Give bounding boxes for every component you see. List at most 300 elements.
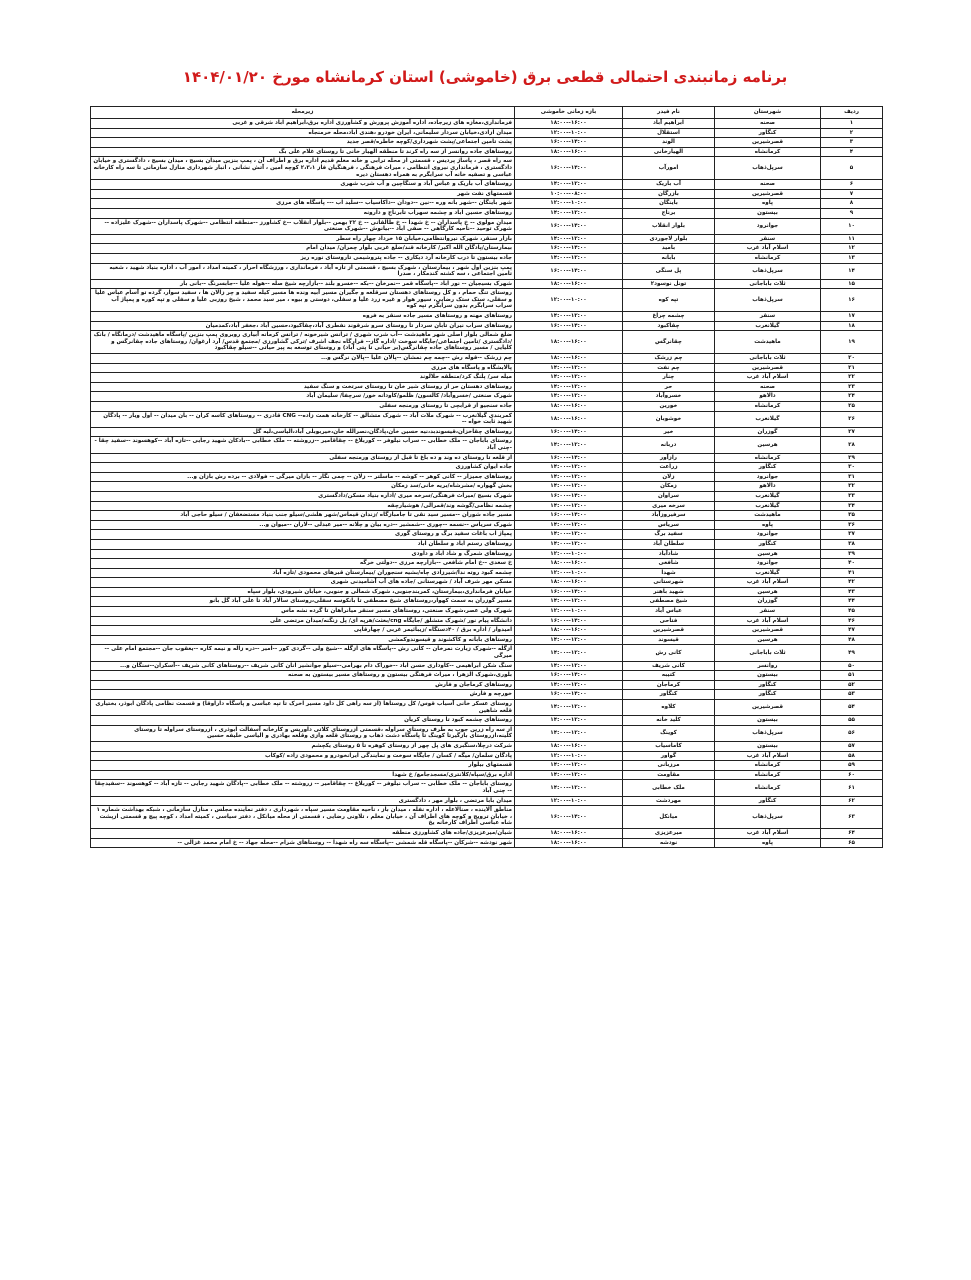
city-cell: کرمانشاه — [715, 780, 821, 796]
feeder-cell: شهرستانی — [623, 578, 715, 588]
table-row — [91, 549, 883, 559]
time-window-cell: ۱۶:۰۰--۱۴:۰۰ — [515, 263, 623, 279]
area-cell: بخش گهواره /مشرشاه/بریه خانی/سد زمکان — [91, 482, 515, 492]
area-cell: روستاهای بابانه و کاکشوند و قیسوندوکمشی — [91, 635, 515, 645]
row-number: ۶ — [821, 180, 883, 190]
feeder-cell: بازرگان — [623, 189, 715, 199]
row-number: ۲۰ — [821, 354, 883, 364]
row-number: ۳۰ — [821, 463, 883, 473]
table-row — [91, 354, 883, 364]
table-row — [91, 263, 883, 279]
time-window-cell: ۱۶:۰۰--۱۴:۰۰ — [515, 157, 623, 180]
header-row-number: ردیف — [821, 107, 883, 119]
city-cell: کرمانشاه — [715, 253, 821, 263]
feeder-cell: قصرشیرین — [623, 626, 715, 636]
city-cell: کنگاور — [715, 463, 821, 473]
area-cell: چشمه کبود روته ندا/شیرزادی چاه/بشیه سنجوران /بیمارستان قبرهای محمودی /تازه آباد — [91, 568, 515, 578]
header-area: زیرمحله — [91, 107, 515, 119]
table-row — [91, 392, 883, 402]
row-number: ۴۴ — [821, 597, 883, 607]
area-cell: روستای عسکر خانی آسیاب قوس/ کل روستاها (از سه راهی کل داود مسیر اخرک تا تپه عباسی و پاسگاه داراوقا) و قسمت نظامی پادگان ابوذر، بختیاری قلعه شاهین — [91, 700, 515, 716]
area-cell: روستای باباجان -- ملک خطابی -- سراب نیلوفر -- کوربلاغ -- چقاقامیر -- زروشته -- ملک خطابی --پادگان شهید رجایی -- تازه آباد -- کوهسوند --سفیدچقا -- چنی آباد — [91, 780, 515, 796]
row-number: ۱۰ — [821, 218, 883, 234]
area-cell: شرکت درچلا،سنگبری های پل چهر از روستای کوهره تا ۵ روستای یکچشم — [91, 741, 515, 751]
row-number: ۶۵ — [821, 838, 883, 848]
area-cell: شهرک ولی عصر،شهرک صنعتی، روستاهای مسیر سنقر میانراهان تا گرده نشه ماس — [91, 607, 515, 617]
city-cell: جوانرود — [715, 472, 821, 482]
feeder-cell: سرفیروزآباد — [623, 511, 715, 521]
time-window-cell: ۱۲:۰۰--۱۰:۰۰ — [515, 796, 623, 806]
table-row — [91, 607, 883, 617]
row-number: ۳ — [821, 138, 883, 148]
feeder-cell: نودشه — [623, 838, 715, 848]
table-row — [91, 838, 883, 848]
document-page — [60, 48, 910, 1232]
table-row — [91, 411, 883, 427]
area-cell: پمپ بنزین اول شهر ، بیمارستان ، شهرک بسیج ، قسمتی از تازه آباد ، فرمانداری ، ورزشگاه احرار ، کمیته امداد ، امور آب ، اداره بنیاد شهید ، شعبه تامین اجتماعی ، سه کشته کندمکار ، صدرا — [91, 263, 515, 279]
time-window-cell: ۱۴:۰۰--۱۲:۰۰ — [515, 180, 623, 190]
time-window-cell: ۱۴:۰۰--۱۲:۰۰ — [515, 373, 623, 383]
time-window-cell: ۱۸:۰۰--۱۶:۰۰ — [515, 402, 623, 412]
area-cell: ازگله --شهرک زیارت نمرخان -- کانی رش --پاسگاه های ازگله --شیخ ولی --گردی کور --امیر --دره زاله و نیمه کاره --یعقوب جان --مجتمع امام علی --میرگی — [91, 645, 515, 661]
city-cell: کرمانشاه — [715, 402, 821, 412]
city-cell: هرسین — [715, 587, 821, 597]
city-cell: قصرشیرین — [715, 363, 821, 373]
row-number: ۶۲ — [821, 796, 883, 806]
table-row — [91, 244, 883, 254]
time-window-cell: ۱۲:۰۰--۱۰:۰۰ — [515, 128, 623, 138]
area-cell: شهر باینگان --شهر بانه وره --نین --دودان --داکاسیاب --سلید اب --- پاسگاه های مرزی — [91, 199, 515, 209]
area-cell: سه راه قصر ، پاساژ پردیس ، قسمتی از محله ترابی و خانه معلم قدیم اداره برق و اطراف آن ، پمپ بنزین میدان بسیج ، میدان بسیج ، دادگستری و خیابان دادگستری ، فرمانداری نیروی انتظامی ، میراث فرهنگی ، فرهنگیان فاز ۲،۳،۱ کوچه امین ، آتش نشانی ، انبار شهرداری منازل سازمانی تا سه راه کارخانه عباسی و تصفیه خانه آب سرابگرم به همراه دهستان دیره — [91, 157, 515, 180]
feeder-cell: میانکل — [623, 806, 715, 829]
table-row — [91, 568, 883, 578]
time-window-cell: ۱۶:۰۰--۱۴:۰۰ — [515, 244, 623, 254]
time-window-cell: ۱۴:۰۰--۱۲:۰۰ — [515, 501, 623, 511]
row-number: ۳۵ — [821, 511, 883, 521]
time-window-cell: ۱۰:۰۰--۰۸:۰۰ — [515, 189, 623, 199]
table-body — [91, 119, 883, 848]
table-row — [91, 520, 883, 530]
row-number: ۱۳ — [821, 253, 883, 263]
area-cell: چشمه نظامی/گوشه وند/قمرالی/ هوشیارچقه — [91, 501, 515, 511]
row-number: ۱۶ — [821, 289, 883, 312]
area-cell: مناطق آلاینده ، صنالاعله ، اداره نفله ، میدان باز ، ناحیه مقاومت مسیر سپاه ، شهرداری ، دفتر نماینده مجلس ، منازل سازمانی ، شبکه بهداشت شماره ۱ ، خیابان ترویج و کوچه های اطراف آن ، خیابان معلم ، تلاونی رضایی ، قسمتی از محله میانکل ، دفتر سیاسی ، کمیته امداد ، کوچه پیچ و قسمتی ازپشت شاه عباسی اطراف کارخانه یخ — [91, 806, 515, 829]
area-cell: روستاهای حسین اباد و چشمه سهراب تابرناج و دارونه — [91, 208, 515, 218]
area-cell: بلوری،شهرک الزهرا ، میراث فرهنگی بیستون و روستاهای مسیر بیستون به صحنه — [91, 671, 515, 681]
city-cell: کرمانشاه — [715, 761, 821, 771]
table-row — [91, 119, 883, 129]
row-number: ۴۶ — [821, 616, 883, 626]
time-window-cell: ۱۶:۰۰--۱۴:۰۰ — [515, 427, 623, 437]
time-window-cell: ۱۲:۰۰--۱۰:۰۰ — [515, 549, 623, 559]
time-window-cell: ۱۴:۰۰--۱۲:۰۰ — [515, 208, 623, 218]
city-cell: ماهیدشت — [715, 511, 821, 521]
row-number: ۵ — [821, 157, 883, 180]
city-cell: کنگاور — [715, 796, 821, 806]
row-number: ۵۴ — [821, 700, 883, 716]
city-cell: پاوه — [715, 838, 821, 848]
table-row — [91, 199, 883, 209]
city-cell: اسلام آباد غرب — [715, 751, 821, 761]
area-cell: دانشگاه پیام نور /شهرک متشلق /جایگاه cng/بعثت/هرپه ای/ پل زنگنه/میدان مرتضی علی — [91, 616, 515, 626]
area-cell: روستاهای دهستان حر از روستای شیر خان تا روستای سرتخت و سنگ سفید — [91, 382, 515, 392]
row-number: ۹ — [821, 208, 883, 218]
feeder-cell: کانی شریف — [623, 661, 715, 671]
row-number: ۴۳ — [821, 587, 883, 597]
city-cell: گیلانغرب — [715, 491, 821, 501]
feeder-cell: زمکان — [623, 482, 715, 492]
city-cell: سنقر — [715, 607, 821, 617]
row-number: ۱۱ — [821, 234, 883, 244]
row-number: ۱۵ — [821, 279, 883, 289]
time-window-cell: ۱۸:۰۰--۱۶:۰۰ — [515, 411, 623, 427]
table-row — [91, 147, 883, 157]
feeder-cell: بابانه — [623, 253, 715, 263]
feeder-cell: خسروآباد — [623, 392, 715, 402]
feeder-cell: الوند — [623, 138, 715, 148]
row-number: ۳۳ — [821, 491, 883, 501]
time-window-cell: ۱۶:۰۰--۱۴:۰۰ — [515, 690, 623, 700]
city-cell: سنقر — [715, 234, 821, 244]
feeder-cell: کانی رش — [623, 645, 715, 661]
feeder-cell: چم نفت — [623, 363, 715, 373]
area-cell: خ سعدی --خ امام شافعی --بازارچه مرزی --دولتی خرگه — [91, 559, 515, 569]
feeder-cell: سلطان آباد — [623, 539, 715, 549]
row-number: ۱۲ — [821, 244, 883, 254]
time-window-cell: ۱۴:۰۰--۱۲:۰۰ — [515, 680, 623, 690]
feeder-cell: بلوار لاجوردی — [623, 234, 715, 244]
feeder-cell: رازآور — [623, 453, 715, 463]
area-cell: جاده ایوان کشاورزی — [91, 463, 515, 473]
time-window-cell: ۱۴:۰۰--۱۲:۰۰ — [515, 437, 623, 453]
area-cell: امیدوار / اداره برق / ۴۰دستگاه /زیبائیمر غربی / چهارقاپی — [91, 626, 515, 636]
city-cell: هرسین — [715, 549, 821, 559]
feeder-cell: فتاحی — [623, 616, 715, 626]
table-row — [91, 671, 883, 681]
time-window-cell: ۱۸:۰۰--۱۶:۰۰ — [515, 331, 623, 354]
feeder-cell: پل سنگی — [623, 263, 715, 279]
row-number: ۲۹ — [821, 453, 883, 463]
table-row — [91, 761, 883, 771]
city-cell: قصرشیرین — [715, 189, 821, 199]
row-number: ۱۹ — [821, 331, 883, 354]
feeder-cell: آب باریک — [623, 180, 715, 190]
table-row — [91, 382, 883, 392]
row-number: ۶۴ — [821, 828, 883, 838]
time-window-cell: ۱۴:۰۰--۱۲:۰۰ — [515, 716, 623, 726]
row-number: ۴۹ — [821, 645, 883, 661]
city-cell: سرپل‌ذهاب — [715, 289, 821, 312]
table-row — [91, 661, 883, 671]
time-window-cell: ۱۶:۰۰--۱۴:۰۰ — [515, 453, 623, 463]
area-cell: میدان ازادی،خیابان سردار سلیمانی، ایران خودرو ،هندی اباد،محله خرمنجاه — [91, 128, 515, 138]
area-cell: قسمتهای بیلوار — [91, 761, 515, 771]
area-cell: میدان مولوی -- خ پاسداران -- خ شهدا -- خ طالقانی -- خ ۲۲ بهمن --بلوار انقلاب --خ کشاورز --منطقه انتظامی --شهرک پاسداران --شهرک علیزاده --شهرک توحید --ناحیه کارگاهی -- صفی اباد --بیانوش --شهرک صنعتی — [91, 218, 515, 234]
feeder-cell: کرماجان — [623, 680, 715, 690]
area-cell: روستای تنگ حمام ، و کل روستاهای دهستان سرقلعه و جگیران مسیر آبیه ونده ها مسیر کیله سفید و چر زالان ها ، سفید سوار، گرده تو آسام عباس علیا و سفلی، ستک ستک رضایی، سیور هوار و غیره زرد علیا و سفلی، دوستی و بیوه ، میر سید محمد ، شیخ روزبی علیا و سفلی و تپه کوره و پمپاژ آب سراب سرابگرم بدون سرابگرم تپه کوه — [91, 289, 515, 312]
feeder-cell: تونل نوسود۲ — [623, 279, 715, 289]
table-row — [91, 559, 883, 569]
table-row — [91, 725, 883, 741]
area-cell: روستای باباجان -- ملک خطابی -- سراب نیلوفر -- کوربلاغ -- چقاقامیر --زروشته -- ملک خطابی --بادکان شهید رجایی --تازه آباد --کوهسوند --سفید چقا --چنی آباد — [91, 437, 515, 453]
feeder-cell: حر — [623, 382, 715, 392]
time-window-cell: ۱۴:۰۰--۱۲:۰۰ — [515, 635, 623, 645]
row-number: ۷ — [821, 189, 883, 199]
row-number: ۶۳ — [821, 806, 883, 829]
area-cell: روستاهای چشمه کبود تا روستای کریان — [91, 716, 515, 726]
table-row — [91, 645, 883, 661]
city-cell: گیلانغرب — [715, 411, 821, 427]
area-cell: اداره برق/سپاه/کلانتری/مسجدجامع/ خ شهدا — [91, 770, 515, 780]
feeder-cell: استقلال — [623, 128, 715, 138]
table-row — [91, 321, 883, 331]
city-cell: ثلاث باباجانی — [715, 354, 821, 364]
row-number: ۵۰ — [821, 661, 883, 671]
table-row — [91, 138, 883, 148]
area-cell: بیمارستان/پادگان الله اکبر/ کارخانه قند/ضلع غربی بلوار چمران/ میدان امام — [91, 244, 515, 254]
row-number: ۵۱ — [821, 671, 883, 681]
city-cell: کنگاور — [715, 539, 821, 549]
city-cell: پاوه — [715, 520, 821, 530]
city-cell: پاوه — [715, 199, 821, 209]
table-row — [91, 511, 883, 521]
time-window-cell: ۱۴:۰۰--۱۲:۰۰ — [515, 761, 623, 771]
time-window-cell: ۱۴:۰۰--۱۲:۰۰ — [515, 463, 623, 473]
area-cell: ضلع شمالی بلوار اصلی شهر ماهیدشت --آب شرب شهری / ترانس شیرخونه / ترانس کرمانه آبیاری روبروی پمپ بنزین /پاسگاه ماهیدشت /درمانگاه / بانک /دادگستری /تامین اجتماعی/جایگاه سوخت /اداره گاز-- فرارگاه نجف اشرف /ترکی گشاورزی /مجتمع قدس/ آرد ارغوان/ روستاهای جاده چقانرگس و کلیایی / مسیر روستاهای جاده چقانرگس(بر حیانی تا پتی آباد) و روستای توسعه به پیر حیاتی --سیلو چقاکبود — [91, 331, 515, 354]
feeder-cell: چم زرشک — [623, 354, 715, 364]
row-number: ۳۴ — [821, 501, 883, 511]
feeder-cell: کلید خانه — [623, 716, 715, 726]
time-window-cell: ۱۶:۰۰--۱۴:۰۰ — [515, 491, 623, 501]
time-window-cell: ۱۴:۰۰--۱۲:۰۰ — [515, 725, 623, 741]
row-number: ۲۴ — [821, 392, 883, 402]
feeder-cell: بامید — [623, 244, 715, 254]
table-row — [91, 472, 883, 482]
area-cell: قسمتهای نفت شهر — [91, 189, 515, 199]
time-window-cell: ۱۶:۰۰--۱۴:۰۰ — [515, 616, 623, 626]
area-cell: روستاهای چقاخزان،قیسوندبد،نیه حسین خان،پادگان،نصرالله خان،خیربوبلی آباد،الیاسی،لیه گل — [91, 427, 515, 437]
area-cell: روستاهای سراب نیران تابان سردار تا روستای سرو شرقوند نفطری آباد،چقاکبود،حسین آباد ،جعفر آباد،کمدمیان — [91, 321, 515, 331]
feeder-cell: برناج — [623, 208, 715, 218]
area-cell: پمپاژ اب باغات سفید برگ و روستای گوری — [91, 530, 515, 540]
table-row — [91, 427, 883, 437]
feeder-cell: چقانرگس — [623, 331, 715, 354]
city-cell: اسلام آباد غرب — [715, 616, 821, 626]
row-number: ۴۸ — [821, 635, 883, 645]
schedule-table — [90, 106, 883, 848]
area-cell: شهرک بسیج /میراث فرهنگی/سرخه میری /اداره بنیاد مسکن/دادگستری — [91, 491, 515, 501]
feeder-cell: ابراهیم آباد — [623, 119, 715, 129]
area-cell: روستاهای رستم اباد و سلطان اباد — [91, 539, 515, 549]
city-cell: هرسین — [715, 635, 821, 645]
row-number: ۱۷ — [821, 312, 883, 322]
feeder-cell: چنار — [623, 373, 715, 383]
area-cell: مسیر گوزران به سمت کهوار،روستاهای شیخ مصطفی تا بانکوسه سفلی،روستای سالار آباد تا علی آباد گل بانو — [91, 597, 515, 607]
table-row — [91, 157, 883, 180]
row-number: ۴۵ — [821, 607, 883, 617]
feeder-cell: امورآب — [623, 157, 715, 180]
city-cell: گیلانغرب — [715, 321, 821, 331]
row-number: ۳۷ — [821, 530, 883, 540]
time-window-cell: ۱۲:۰۰--۱۰:۰۰ — [515, 751, 623, 761]
city-cell: اسلام آباد غرب — [715, 578, 821, 588]
city-cell: هرسین — [715, 437, 821, 453]
table-row — [91, 331, 883, 354]
row-number: ۴۲ — [821, 578, 883, 588]
area-cell: فرمانداری،مغازه های زیرجاده، اداره آموزش پرورش و کشاورزی اداره برق،ابراهیم اباد شرقی و غربی — [91, 119, 515, 129]
area-cell: میدان بابا مرتضی ، بلوار مهر ، دادگستری — [91, 796, 515, 806]
feeder-cell: کنگاور — [623, 690, 715, 700]
time-window-cell: ۱۴:۰۰--۱۲:۰۰ — [515, 234, 623, 244]
feeder-cell: شیخ مصطفی — [623, 597, 715, 607]
row-number: ۵۷ — [821, 741, 883, 751]
table-row — [91, 501, 883, 511]
row-number: ۴۱ — [821, 568, 883, 578]
city-cell: صحنه — [715, 180, 821, 190]
time-window-cell: ۱۴:۰۰--۱۲:۰۰ — [515, 530, 623, 540]
row-number: ۲۸ — [821, 437, 883, 453]
table-row — [91, 253, 883, 263]
time-window-cell: ۱۸:۰۰--۱۶:۰۰ — [515, 147, 623, 157]
table-row — [91, 741, 883, 751]
table-row — [91, 578, 883, 588]
table-row — [91, 587, 883, 597]
row-number: ۵۸ — [821, 751, 883, 761]
time-window-cell: ۱۴:۰۰--۱۲:۰۰ — [515, 312, 623, 322]
feeder-cell: خوشوبان — [623, 411, 715, 427]
time-window-cell: ۱۲:۰۰--۱۰:۰۰ — [515, 199, 623, 209]
city-cell: جوانرود — [715, 530, 821, 540]
time-window-cell: ۱۴:۰۰--۱۲:۰۰ — [515, 645, 623, 661]
feeder-cell: بلوار انقلاب — [623, 218, 715, 234]
row-number: ۱۸ — [821, 321, 883, 331]
time-window-cell: ۱۸:۰۰--۱۶:۰۰ — [515, 578, 623, 588]
time-window-cell: ۱۴:۰۰--۱۲:۰۰ — [515, 770, 623, 780]
area-cell: شیان/میرعزیزی/جاده های کشاورزی منطقه — [91, 828, 515, 838]
city-cell: گیلانغرب — [715, 501, 821, 511]
time-window-cell: ۱۸:۰۰--۱۶:۰۰ — [515, 119, 623, 129]
time-window-cell: ۱۴:۰۰--۱۲:۰۰ — [515, 520, 623, 530]
feeder-cell: کتیبه — [623, 671, 715, 681]
area-cell: کمربندی گیلانغرب -- شهرک ملات آباد -- شهرک متشالق -- کارخانه همت زاده-- CNG قادری -- روستاهای کاسه کران -- بان میدان -- اول ویار -- پادگان شهید ثابت خواه -- — [91, 411, 515, 427]
feeder-cell: سرخه میری — [623, 501, 715, 511]
row-number: ۳۲ — [821, 482, 883, 492]
city-cell: ماهیدشت — [715, 331, 821, 354]
city-cell: جوانرود — [715, 218, 821, 234]
table-row — [91, 700, 883, 716]
table-row — [91, 289, 883, 312]
time-window-cell: ۱۶:۰۰--۱۴:۰۰ — [515, 806, 623, 829]
city-cell: کنگاور — [715, 128, 821, 138]
row-number: ۳۱ — [821, 472, 883, 482]
page-title: برنامه زمانبندی احتمالی قطعی برق (خاموشی) استان کرمانشاه مورخ ۱۴۰۴/۰۱/۲۰ — [182, 68, 788, 86]
feeder-cell: زراعت — [623, 463, 715, 473]
time-window-cell: ۱۴:۰۰--۱۲:۰۰ — [515, 472, 623, 482]
time-window-cell: ۱۸:۰۰--۱۶:۰۰ — [515, 626, 623, 636]
area-cell: روستاهای شمرگ و شاد اباد و داودی — [91, 549, 515, 559]
time-window-cell: ۱۸:۰۰--۱۶:۰۰ — [515, 741, 623, 751]
city-cell: اسلام آباد غرب — [715, 828, 821, 838]
city-cell: بیستون — [715, 208, 821, 218]
table-row — [91, 218, 883, 234]
row-number: ۳۸ — [821, 539, 883, 549]
time-window-cell: ۱۸:۰۰--۱۶:۰۰ — [515, 828, 623, 838]
time-window-cell: ۱۶:۰۰--۱۴:۰۰ — [515, 321, 623, 331]
feeder-cell: کوینگ — [623, 725, 715, 741]
table-row — [91, 363, 883, 373]
time-window-cell: ۱۴:۰۰--۱۲:۰۰ — [515, 700, 623, 716]
area-cell: خورچه و فارش — [91, 690, 515, 700]
feeder-cell: سفید برگ — [623, 530, 715, 540]
area-cell: پالایشگاه و پاسگاه های مرزی — [91, 363, 515, 373]
row-number: ۵۳ — [821, 690, 883, 700]
area-cell: روستاهای آب باریک و عباس آباد و سنگاچین و آب شرب شهری — [91, 180, 515, 190]
area-cell: شهرک بسیجیان -- نور اباد --پاسگاه قمر --نمرخان --بکه --خسرو بلند --بازارچه شیخ صله --هوله علیا --جابسرنگ --بانی بار — [91, 279, 515, 289]
table-row — [91, 539, 883, 549]
table-row — [91, 635, 883, 645]
feeder-cell: سریاس — [623, 520, 715, 530]
feeder-cell: عباس آباد — [623, 607, 715, 617]
time-window-cell: ۱۲:۰۰--۱۰:۰۰ — [515, 289, 623, 312]
city-cell: قصرشیرین — [715, 700, 821, 716]
feeder-cell: سراوان — [623, 491, 715, 501]
feeder-cell: مهردشت — [623, 796, 715, 806]
row-number: ۲۵ — [821, 402, 883, 412]
table-row — [91, 180, 883, 190]
time-window-cell: ۱۴:۰۰--۱۲:۰۰ — [515, 392, 623, 402]
row-number: ۴ — [821, 147, 883, 157]
row-number: ۲۷ — [821, 427, 883, 437]
city-cell: ثلاث باباجانی — [715, 279, 821, 289]
table-row — [91, 208, 883, 218]
table-row — [91, 402, 883, 412]
area-cell: چم زرشک --قوله رش --چمه چم نمشان --پالان علیا --پالان نرگس و... — [91, 354, 515, 364]
city-cell: کرمانشاه — [715, 770, 821, 780]
time-window-cell: ۱۶:۰۰--۱۴:۰۰ — [515, 671, 623, 681]
city-cell: قصرشیرین — [715, 138, 821, 148]
city-cell: بیستون — [715, 716, 821, 726]
area-cell: پادگان سلمان/ میگه / کسان / جایگاه سوخت و نمایندگی ایرانخودرو و محمودی زاده /کوکاب — [91, 751, 515, 761]
table-row — [91, 189, 883, 199]
feeder-cell: باینگان — [623, 199, 715, 209]
row-number: ۵۹ — [821, 761, 883, 771]
table-row — [91, 279, 883, 289]
table-row — [91, 751, 883, 761]
table-row — [91, 453, 883, 463]
area-cell: روستاهای کرماجان و فارش — [91, 680, 515, 690]
table-row — [91, 616, 883, 626]
area-cell: مسیر جاده شوران --مسیر سید نقی تا جامبازگاه /زندان قیماس/شهر هلشی/سیلو جنب بنیاد مستضعفان / سیلو حاجی آباد — [91, 511, 515, 521]
table-row — [91, 690, 883, 700]
area-cell: روستاهای جمیزار -- کانی کوهر -- کوشه -- ماسلتر -- زلان -- چمی نگار -- بازان میرگی -- فولادی -- برده رش بازان و... — [91, 472, 515, 482]
time-window-cell: ۱۶:۰۰--۱۴:۰۰ — [515, 218, 623, 234]
feeder-cell: کلاوه — [623, 700, 715, 716]
row-number: ۲۶ — [821, 411, 883, 427]
row-number: ۵۲ — [821, 680, 883, 690]
table-row — [91, 796, 883, 806]
row-number: ۲۳ — [821, 382, 883, 392]
feeder-cell: مقاومت — [623, 770, 715, 780]
row-number: ۴۰ — [821, 559, 883, 569]
feeder-cell: چشمه چراغ — [623, 312, 715, 322]
time-window-cell: ۱۲:۰۰--۱۰:۰۰ — [515, 568, 623, 578]
header-time-window: بازه زمانی خاموشی — [515, 107, 623, 119]
feeder-cell: زلان — [623, 472, 715, 482]
area-cell: پشت تامین اجتماعی/پشت شهرداری/کوچه خاطره/قصر جدید — [91, 138, 515, 148]
table-row — [91, 463, 883, 473]
city-cell: جوانرود — [715, 559, 821, 569]
feeder-cell: چقاکبود — [623, 321, 715, 331]
